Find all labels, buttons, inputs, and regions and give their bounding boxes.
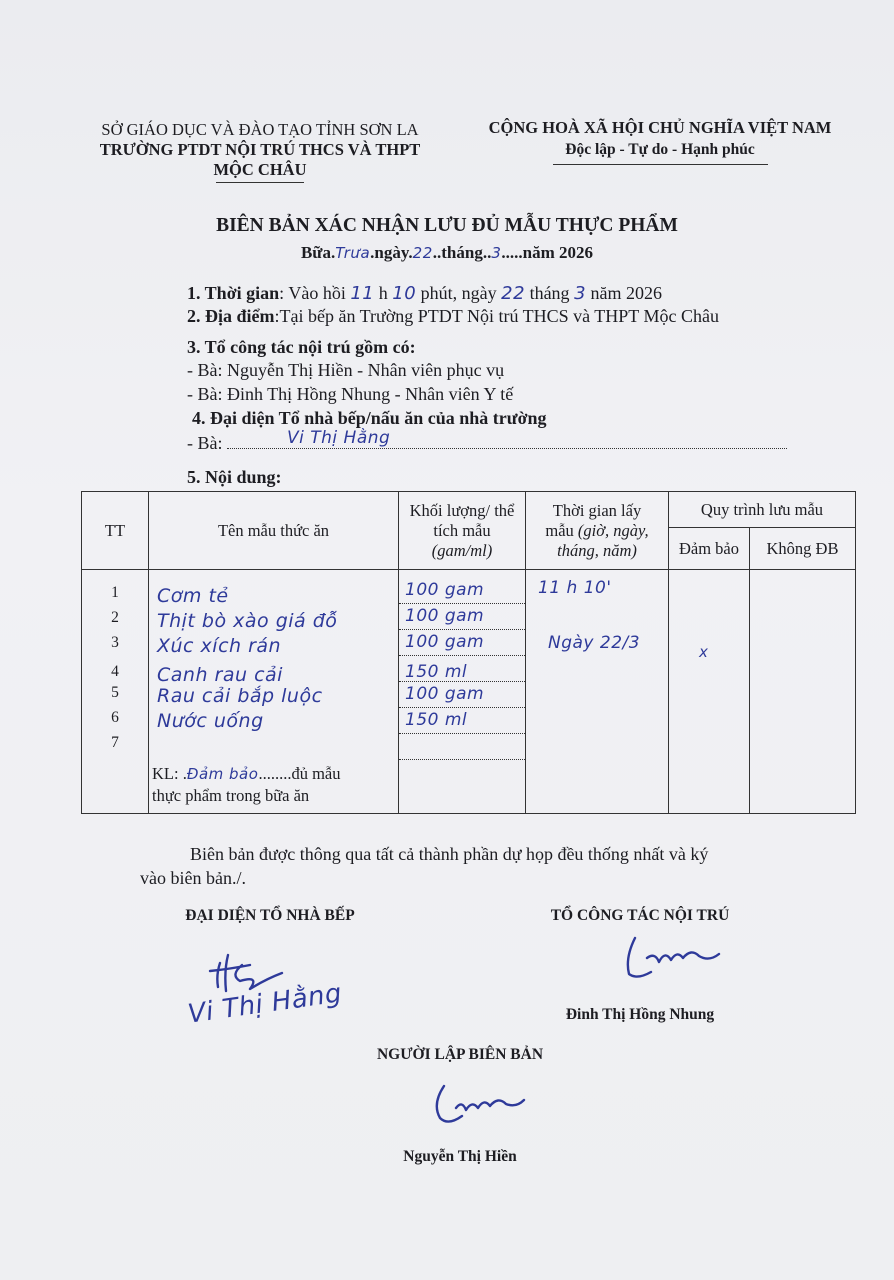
document-title: BIÊN BẢN XÁC NHẬN LƯU ĐỦ MẪU THỰC PHẨM [216, 215, 678, 236]
conclusion-cell [149, 759, 398, 808]
row-qty: 100 gam [399, 630, 525, 656]
qty-header-unit: (gam/ml) [431, 540, 493, 560]
row-food-name: Thịt bò xào giá đỗ [157, 609, 338, 632]
month-value: 3 [491, 244, 502, 262]
kitchen-rep-handwritten-name: Vi Thị Hằng [186, 978, 344, 1030]
qty-column [399, 570, 526, 814]
row-tt: 6 [111, 709, 119, 726]
section-content-label: 5. Nội dung: [187, 467, 282, 487]
row-qty: 100 gam [399, 578, 525, 604]
ok-mark: x [699, 643, 709, 661]
time-header-line3: tháng, năm) [557, 540, 637, 560]
section-team-label: 3. Tổ công tác nội trú gồm có: [187, 337, 416, 357]
section-location [187, 304, 719, 328]
closing-line-1: Biên bản được thông qua tất cả thành phần dự họp đều thống nhất và ký [190, 844, 709, 864]
col-header-time [526, 492, 669, 570]
row-food-name: Nước uống [157, 709, 264, 732]
col-header-process: Quy trình lưu mẫu [669, 492, 856, 528]
sample-date: Ngày 22/3 [548, 633, 641, 653]
name-column [149, 570, 399, 814]
row-food-name [149, 734, 398, 759]
row-tt: 4 [111, 663, 119, 680]
kitchen-rep-name: Vi Thị Hằng [287, 428, 391, 448]
boarding-team-name: Đinh Thị Hồng Nhung [565, 1006, 715, 1023]
ok-column [669, 570, 750, 814]
day-label: .ngày. [370, 243, 413, 262]
row-tt: 2 [111, 609, 119, 626]
col-header-name: Tên mẫu thức ăn [149, 492, 399, 570]
kitchen-rep-line [187, 430, 807, 455]
header-right [460, 117, 860, 165]
month-label: ..tháng.. [432, 243, 492, 262]
col-header-tt: TT [82, 492, 149, 570]
section-location-label: 2. Địa điểm [187, 306, 275, 326]
time-text-b: h [378, 283, 388, 303]
row-tt: 7 [111, 734, 119, 751]
boarding-team-title: TỔ CÔNG TÁC NỘI TRÚ [550, 907, 730, 924]
row-food-name: Xúc xích rán [157, 634, 282, 657]
closing-line-2: vào biên bản./. [140, 868, 246, 888]
kitchen-rep-dotted-field [227, 430, 787, 449]
conclusion-suffix-2: thực phẩm trong bữa ăn [152, 785, 310, 805]
school-name-line1: TRƯỜNG PTDT NỘI TRÚ THCS VÀ THPT [99, 140, 421, 159]
row-qty: 150 ml [399, 708, 525, 734]
row-food-name: Canh rau cải [157, 663, 283, 686]
col-header-ok: Đảm bảo [669, 528, 750, 570]
recorder-signature [428, 1078, 538, 1138]
meal-line [0, 243, 894, 263]
school-name-line2: MỘC CHÂU [213, 160, 307, 179]
col-header-not-ok: Không ĐB [750, 528, 856, 570]
time-text-d: tháng [529, 283, 570, 303]
row-tt: 5 [111, 684, 119, 701]
country-name: CỘNG HOÀ XÃ HỘI CHỦ NGHĨA VIỆT NAM [488, 118, 832, 137]
meal-value: Trưa [335, 244, 371, 262]
sample-time: 11 h 10' [538, 578, 612, 598]
team-member-1: - Bà: Nguyễn Thị Hiền - Nhân viên phục vụ [187, 360, 505, 380]
row-tt: 3 [111, 634, 119, 651]
recorder-title: NGƯỜI LẬP BIÊN BẢN [376, 1046, 544, 1063]
section-time [187, 281, 662, 306]
conclusion-value: Đảm bảo [186, 764, 259, 783]
time-day: 22 [501, 283, 526, 304]
header-left [70, 120, 450, 183]
section-location-text: :Tại bếp ăn Trường PTDT Nội trú THCS và THPT Mộc Châu [274, 306, 719, 326]
qty-header-line2: tích mẫu [433, 520, 491, 540]
time-text-e: năm 2026 [590, 283, 663, 303]
meal-label: Bữa. [300, 243, 336, 262]
team-member-2: - Bà: Đinh Thị Hồng Nhung - Nhân viên Y tế [187, 384, 514, 404]
national-motto: Độc lập - Tự do - Hạnh phúc [565, 141, 755, 158]
header-right-underline [553, 164, 768, 165]
recorder-name: Nguyễn Thị Hiền [403, 1148, 517, 1165]
header-left-underline [216, 182, 304, 183]
row-tt: 1 [111, 584, 119, 601]
food-sample-table [81, 491, 856, 814]
row-qty: 150 ml [399, 656, 525, 682]
department-name: SỞ GIÁO DỤC VÀ ĐÀO TẠO TỈNH SƠN LA [101, 120, 419, 139]
time-minute: 10 [392, 283, 417, 304]
col-header-qty [399, 492, 526, 570]
conclusion-suffix-1: ........đủ mẫu [258, 763, 341, 783]
time-text-a: : Vào hồi [279, 283, 346, 303]
row-qty: 100 gam [399, 604, 525, 630]
time-hour: 11 [350, 283, 375, 304]
time-header-line2a: mẫu [545, 520, 578, 540]
time-header-line1: Thời gian lấy [552, 500, 642, 520]
row-qty: 100 gam [399, 682, 525, 708]
section-kitchen-label: 4. Đại diện Tổ nhà bếp/nấu ăn của nhà trường [192, 408, 547, 428]
row-qty [399, 734, 525, 760]
conclusion-prefix: KL: . [152, 763, 187, 783]
boarding-team-signature [615, 928, 735, 988]
row-food-name: Cơm tẻ [157, 584, 229, 607]
section-time-label: 1. Thời gian [187, 283, 280, 303]
qty-header-line1: Khối lượng/ thể [409, 500, 515, 520]
time-column [526, 570, 669, 814]
time-month: 3 [574, 283, 587, 304]
day-value: 22 [412, 244, 433, 262]
kitchen-rep-title: ĐẠI DIỆN TỔ NHÀ BẾP [185, 907, 355, 924]
time-header-line2b: (giờ, ngày, [577, 520, 649, 540]
kitchen-rep-prefix: - Bà: [187, 433, 223, 453]
time-text-c: phút, ngày [420, 283, 497, 303]
not-ok-column [750, 570, 856, 814]
year-label: .....năm 2026 [501, 243, 594, 262]
row-food-name: Rau cải bắp luộc [157, 684, 323, 707]
tt-column [82, 570, 149, 814]
